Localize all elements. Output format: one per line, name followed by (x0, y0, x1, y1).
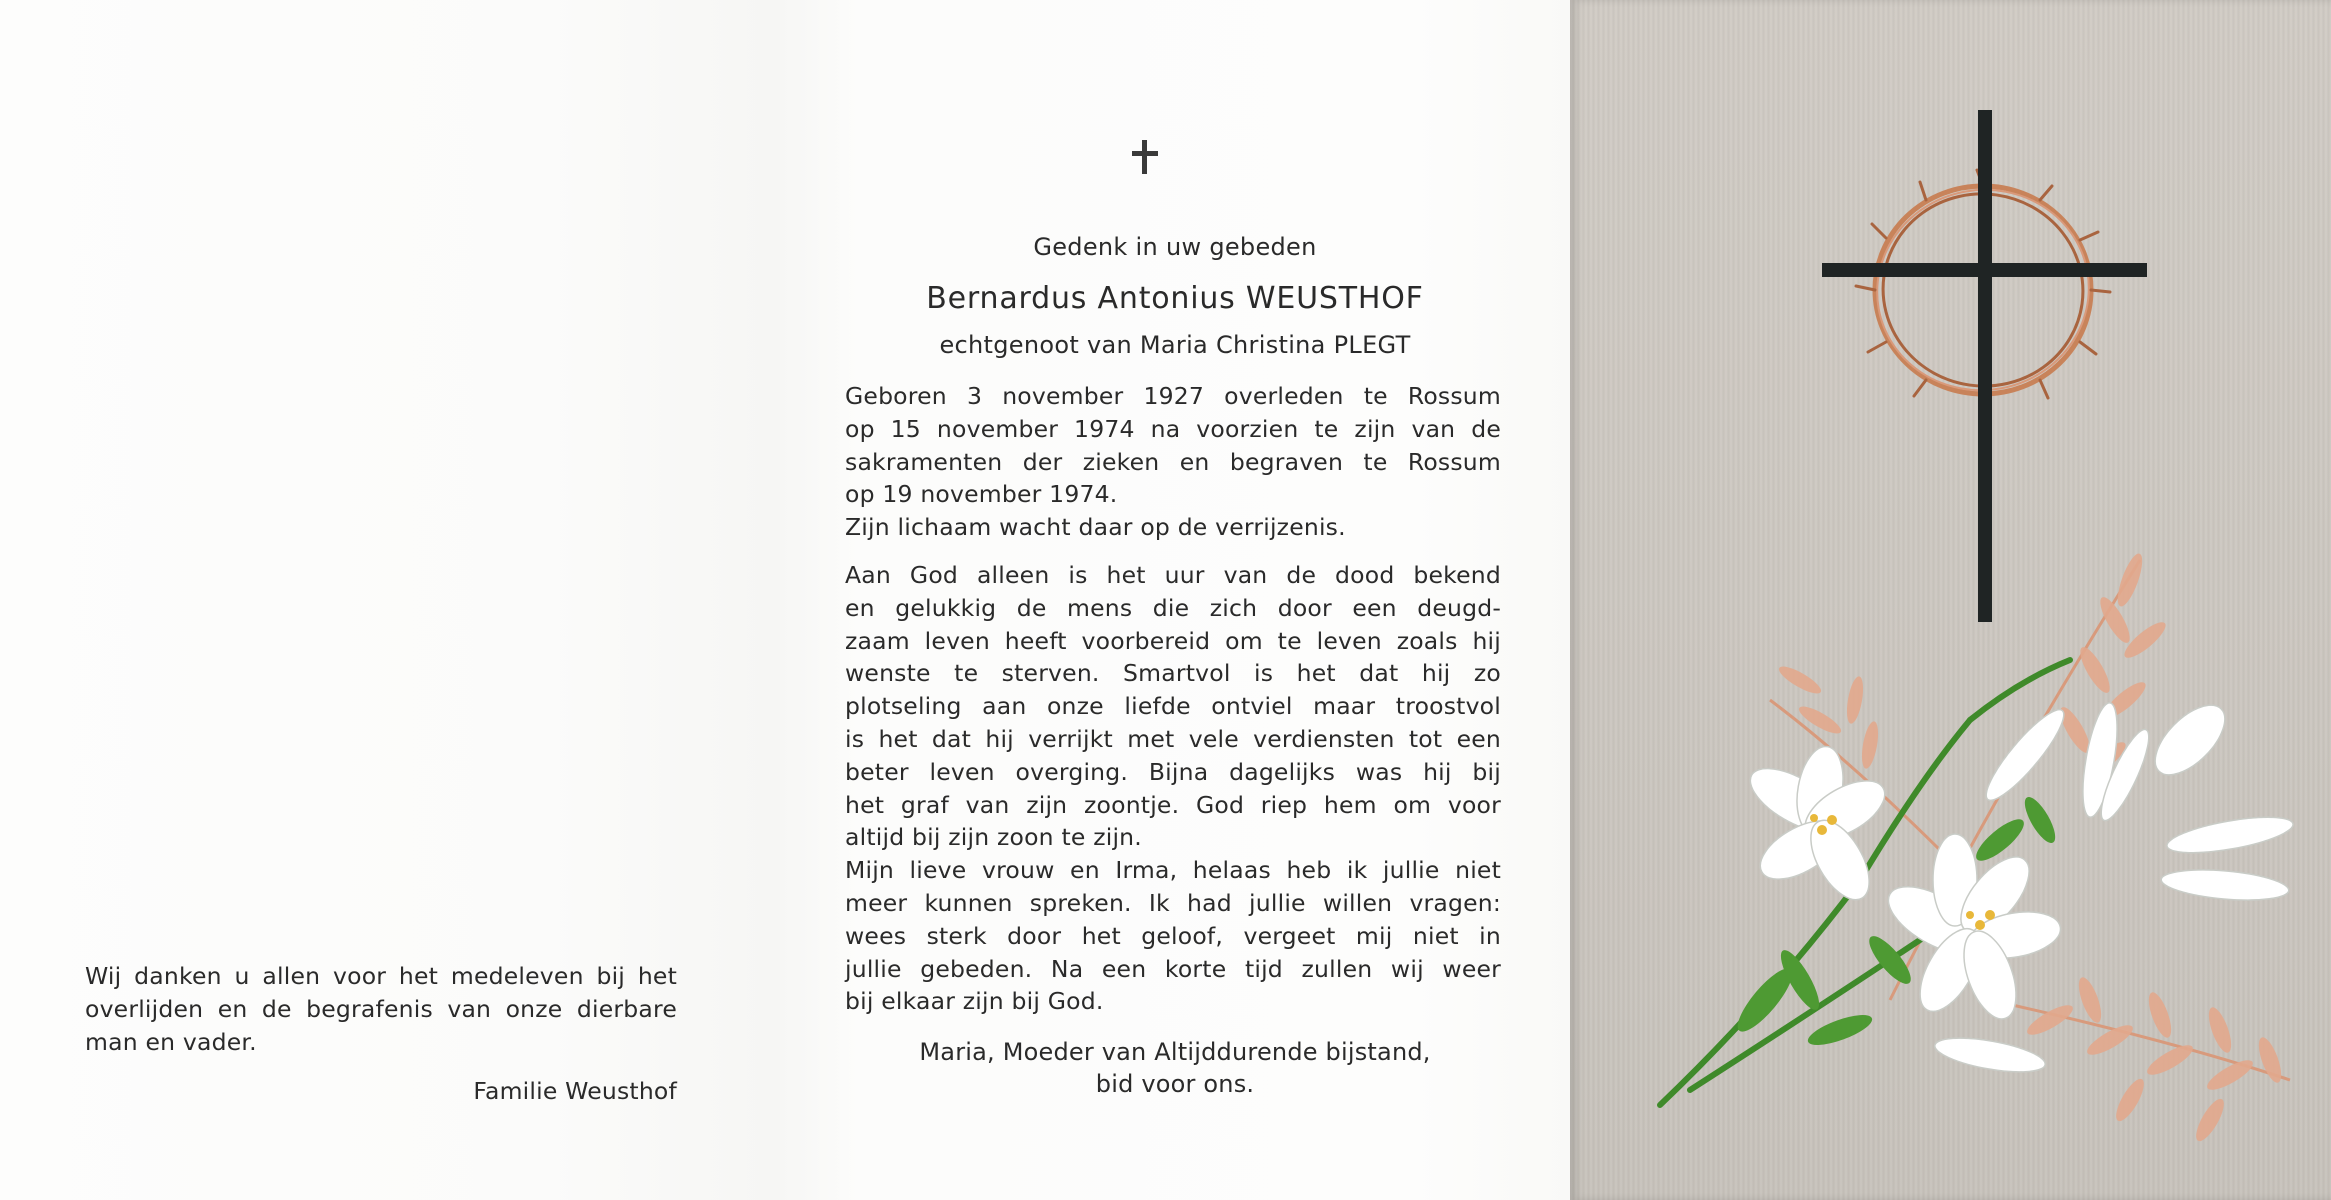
text-line: Mijn lieve vrouw en Irma, helaas heb ik jullie niet (845, 856, 1501, 885)
text-line: op 15 november 1974 na voorzien te zijn van de (845, 414, 1501, 443)
text-line: wenste te sterven. Smartvol is het dat hij zo (845, 659, 1501, 688)
text-line: Geboren 3 november 1927 overleden te Rossum (845, 382, 1501, 410)
text-line: zaam leven heeft voorbereid om te leven zoals hij (845, 626, 1501, 655)
thanks-line: Wij danken u allen voor het medeleven bij het (85, 962, 677, 990)
thanks-message (85, 960, 677, 1059)
text-line: op 19 november 1974. (845, 480, 1118, 509)
text-line: plotseling aan onze liefde ontviel maar troostvol (845, 692, 1501, 721)
spouse-line: echtgenoot van Maria Christina PLEGT (939, 331, 1411, 359)
text-line: jullie gebeden. Na een korte tijd zullen wij weer (845, 954, 1501, 983)
text-line: en gelukkig de mens die zich door een deugd- (845, 593, 1501, 622)
deceased-name: Bernardus Antonius WEUSTHOF (926, 281, 1424, 316)
text-line: is het dat hij verrijkt met vele verdiensten tot een (845, 724, 1501, 753)
text-line: altijd bij zijn zoon te zijn. (845, 823, 1142, 852)
middle-panel (780, 0, 1570, 1200)
prayer-line: bid voor ons. (1095, 1070, 1255, 1098)
reflection-paragraph (845, 559, 1501, 1018)
family-signature: Familie Weusthof (473, 1077, 677, 1105)
text-line: het graf van zijn zoontje. God riep hem om voor (845, 790, 1501, 819)
cover-illustration (1570, 0, 2331, 1200)
text-line: wees sterk door het geloof, vergeet mij niet in (845, 921, 1501, 950)
cross-icon (1132, 140, 1158, 174)
left-panel (0, 0, 780, 1200)
text-line: meer kunnen spreken. Ik had jullie willen vragen: (845, 888, 1501, 917)
prayer-text (780, 1036, 1570, 1100)
prayer-line: Maria, Moeder van Altijddurende bijstand, (919, 1038, 1431, 1066)
text-line: Zijn lichaam wacht daar op de verrijzenis. (845, 513, 1346, 542)
text-line: beter leven overging. Bijna dagelijks was hij bij (845, 757, 1501, 786)
thanks-line: overlijden en de begrafenis van onze dierbare (85, 995, 677, 1023)
text-line: Aan God alleen is het uur van de dood bekend (845, 561, 1501, 589)
cross-icon (1822, 110, 2147, 622)
text-line: sakramenten der zieken en begraven te Rossum (845, 447, 1501, 476)
text-line: bij elkaar zijn bij God. (845, 987, 1104, 1016)
gedenk-heading: Gedenk in uw gebeden (1033, 233, 1317, 261)
biography-paragraph (845, 380, 1501, 544)
cover-panel (1570, 0, 2331, 1200)
thanks-line: man en vader. (85, 1028, 257, 1056)
